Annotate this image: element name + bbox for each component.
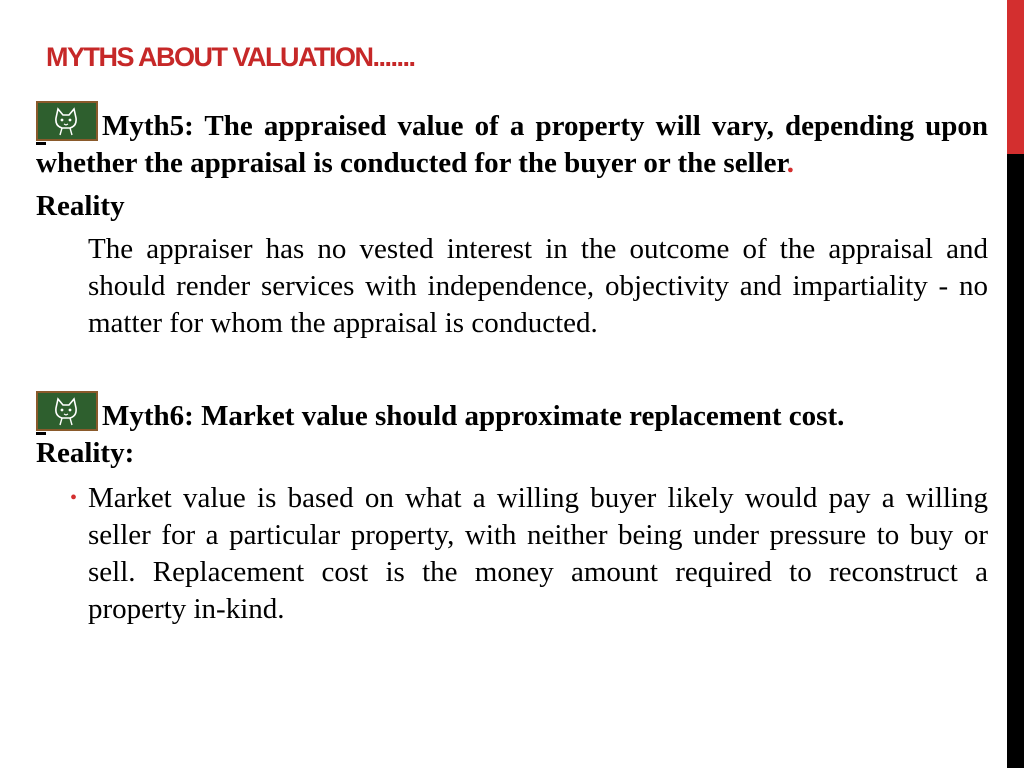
chalkboard-cat-icon: [36, 101, 98, 141]
side-accent-red: [1007, 0, 1024, 154]
reality5-text: The appraiser has no vested interest in the outcome of the appraisal and should render services with independence, objectivity and impartiality - no matter for whom the appraisal is conducted.: [88, 233, 988, 339]
myth6-text: Myth6: Market value should approximate replacement cost.: [102, 400, 845, 432]
slide-body: [36, 101, 988, 628]
side-accent-black: [1007, 154, 1024, 768]
myth5-period: .: [786, 147, 795, 179]
reality6-heading: Reality:: [36, 437, 135, 469]
chalkboard-cat-icon: [36, 391, 98, 431]
bullet-underline: [36, 142, 46, 145]
reality6-text: Market value is based on what a willing buyer likely would pay a willing seller for a particular property, with neither being under pressure to buy or sell. Replacement cost is the money amount required to reconstruct a property in-kind.: [88, 482, 988, 625]
myth6-paragraph: [36, 391, 988, 435]
bullet-underline: [36, 432, 46, 435]
reality5-heading: Reality: [36, 190, 125, 222]
myth5-paragraph: [36, 101, 988, 182]
myth5-text: Myth5: The appraised value of a property will vary, depending upon whether the appraisal is conducted for the buyer or the seller: [36, 110, 988, 179]
spacer: [36, 342, 988, 379]
reality6-bullet-item: [70, 480, 988, 628]
bullet-dot: •: [70, 487, 78, 509]
slide-title: MYTHS ABOUT VALUATION.......: [46, 42, 415, 72]
